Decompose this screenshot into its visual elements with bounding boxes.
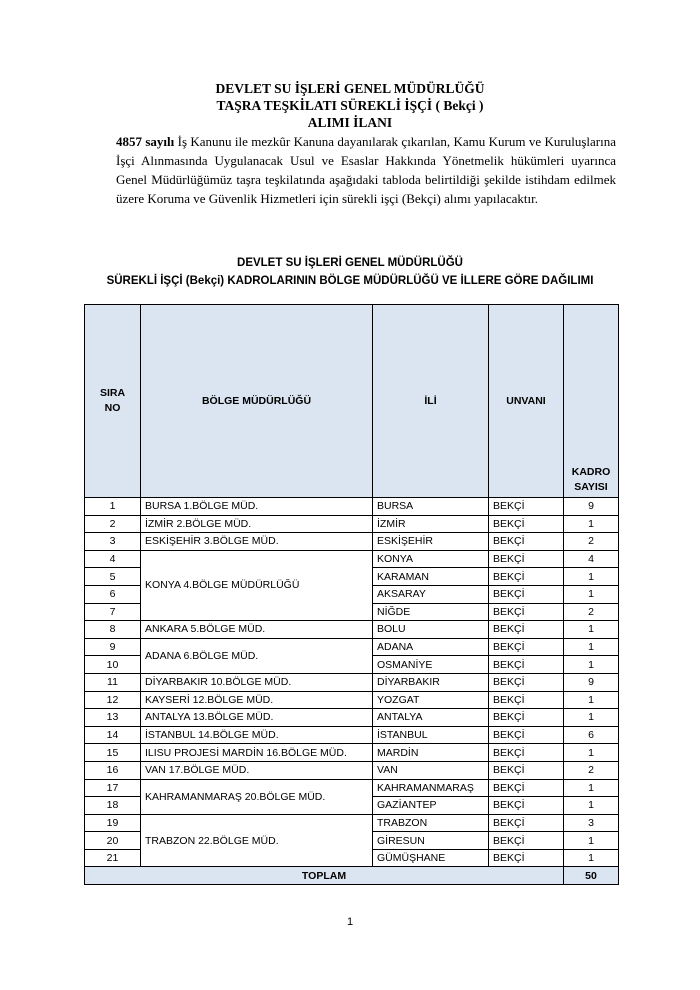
cell-no: 5 bbox=[85, 568, 141, 586]
cell-sayi: 1 bbox=[564, 779, 619, 797]
cell-unvan: BEKÇİ bbox=[489, 568, 564, 586]
cell-il: AKSARAY bbox=[373, 585, 489, 603]
table-row bbox=[85, 779, 619, 797]
total-value: 50 bbox=[564, 867, 619, 885]
cell-no: 6 bbox=[85, 585, 141, 603]
cell-no: 12 bbox=[85, 691, 141, 709]
cell-sayi: 2 bbox=[564, 533, 619, 551]
table-title-line-2: SÜREKLİ İŞÇİ (Bekçi) KADROLARININ BÖLGE MÜDÜRLÜĞÜ VE İLLERE GÖRE DAĞILIMI bbox=[106, 275, 594, 287]
cell-no: 18 bbox=[85, 797, 141, 815]
cell-unvan: BEKÇİ bbox=[489, 673, 564, 691]
cell-il: GİRESUN bbox=[373, 832, 489, 850]
cell-bolge: İSTANBUL 14.BÖLGE MÜD. bbox=[141, 726, 373, 744]
cell-unvan: BEKÇİ bbox=[489, 603, 564, 621]
cell-no: 10 bbox=[85, 656, 141, 674]
cell-sayi: 9 bbox=[564, 498, 619, 516]
cell-unvan: BEKÇİ bbox=[489, 832, 564, 850]
cell-sayi: 1 bbox=[564, 709, 619, 727]
cell-no: 1 bbox=[85, 498, 141, 516]
cell-no: 20 bbox=[85, 832, 141, 850]
table-title bbox=[0, 254, 700, 290]
table-title-line-1: DEVLET SU İŞLERİ GENEL MÜDÜRLÜĞÜ bbox=[237, 257, 463, 269]
cell-il: DİYARBAKIR bbox=[373, 673, 489, 691]
table-row bbox=[85, 691, 619, 709]
cell-unvan: BEKÇİ bbox=[489, 515, 564, 533]
cell-sayi: 2 bbox=[564, 603, 619, 621]
cell-no: 3 bbox=[85, 533, 141, 551]
cell-unvan: BEKÇİ bbox=[489, 656, 564, 674]
table-row bbox=[85, 673, 619, 691]
cell-il: BOLU bbox=[373, 621, 489, 639]
cell-unvan: BEKÇİ bbox=[489, 550, 564, 568]
cell-il: YOZGAT bbox=[373, 691, 489, 709]
cell-unvan: BEKÇİ bbox=[489, 761, 564, 779]
header-unvan: UNVANI bbox=[489, 305, 564, 498]
cell-il: GAZİANTEP bbox=[373, 797, 489, 815]
cell-sayi: 1 bbox=[564, 691, 619, 709]
cell-no: 19 bbox=[85, 814, 141, 832]
cell-sayi: 1 bbox=[564, 568, 619, 586]
cell-sayi: 1 bbox=[564, 515, 619, 533]
table-row bbox=[85, 533, 619, 551]
cell-bolge: KAYSERİ 12.BÖLGE MÜD. bbox=[141, 691, 373, 709]
header-line-3: ALIMI İLANI bbox=[307, 115, 393, 130]
cell-il: İZMİR bbox=[373, 515, 489, 533]
header-il: İLİ bbox=[373, 305, 489, 498]
table-row bbox=[85, 709, 619, 727]
table-row bbox=[85, 498, 619, 516]
table-row bbox=[85, 726, 619, 744]
cell-sayi: 9 bbox=[564, 673, 619, 691]
cell-no: 14 bbox=[85, 726, 141, 744]
cell-bolge: ESKİŞEHİR 3.BÖLGE MÜD. bbox=[141, 533, 373, 551]
cell-sayi: 4 bbox=[564, 550, 619, 568]
cell-il: MARDİN bbox=[373, 744, 489, 762]
cell-sayi: 1 bbox=[564, 585, 619, 603]
cell-bolge: DİYARBAKIR 10.BÖLGE MÜD. bbox=[141, 673, 373, 691]
cell-bolge: ADANA 6.BÖLGE MÜD. bbox=[141, 638, 373, 673]
cell-unvan: BEKÇİ bbox=[489, 849, 564, 867]
cell-no: 16 bbox=[85, 761, 141, 779]
cell-no: 2 bbox=[85, 515, 141, 533]
cell-unvan: BEKÇİ bbox=[489, 691, 564, 709]
cell-no: 15 bbox=[85, 744, 141, 762]
header-line-1: DEVLET SU İŞLERİ GENEL MÜDÜRLÜĞÜ bbox=[215, 81, 485, 96]
cell-bolge: ILISU PROJESİ MARDİN 16.BÖLGE MÜD. bbox=[141, 744, 373, 762]
cell-il: GÜMÜŞHANE bbox=[373, 849, 489, 867]
cell-il: İSTANBUL bbox=[373, 726, 489, 744]
table-row bbox=[85, 621, 619, 639]
cell-bolge: VAN 17.BÖLGE MÜD. bbox=[141, 761, 373, 779]
table-row bbox=[85, 761, 619, 779]
cell-il: KARAMAN bbox=[373, 568, 489, 586]
total-row bbox=[85, 867, 619, 885]
staff-distribution-table bbox=[84, 304, 619, 885]
table-row bbox=[85, 550, 619, 568]
cell-bolge: ANKARA 5.BÖLGE MÜD. bbox=[141, 621, 373, 639]
cell-bolge: KAHRAMANMARAŞ 20.BÖLGE MÜD. bbox=[141, 779, 373, 814]
cell-il: TRABZON bbox=[373, 814, 489, 832]
cell-sayi: 2 bbox=[564, 761, 619, 779]
page-number: 1 bbox=[346, 916, 354, 928]
table-row bbox=[85, 638, 619, 656]
cell-no: 4 bbox=[85, 550, 141, 568]
cell-sayi: 1 bbox=[564, 797, 619, 815]
cell-sayi: 3 bbox=[564, 814, 619, 832]
cell-il: OSMANİYE bbox=[373, 656, 489, 674]
cell-sayi: 1 bbox=[564, 621, 619, 639]
cell-unvan: BEKÇİ bbox=[489, 709, 564, 727]
cell-sayi: 6 bbox=[564, 726, 619, 744]
header-sira-no: SIRA NO bbox=[85, 305, 141, 498]
cell-il: KAHRAMANMARAŞ bbox=[373, 779, 489, 797]
total-label: TOPLAM bbox=[85, 867, 564, 885]
cell-unvan: BEKÇİ bbox=[489, 744, 564, 762]
header-bolge: BÖLGE MÜDÜRLÜĞÜ bbox=[141, 305, 373, 498]
cell-unvan: BEKÇİ bbox=[489, 498, 564, 516]
cell-no: 21 bbox=[85, 849, 141, 867]
cell-bolge: TRABZON 22.BÖLGE MÜD. bbox=[141, 814, 373, 867]
cell-bolge: BURSA 1.BÖLGE MÜD. bbox=[141, 498, 373, 516]
announcement-header bbox=[0, 80, 700, 131]
cell-unvan: BEKÇİ bbox=[489, 585, 564, 603]
cell-no: 7 bbox=[85, 603, 141, 621]
cell-il: KONYA bbox=[373, 550, 489, 568]
intro-paragraph bbox=[116, 132, 616, 208]
cell-unvan: BEKÇİ bbox=[489, 814, 564, 832]
intro-lead: 4857 sayılı bbox=[116, 134, 175, 149]
header-line-2: TAŞRA TEŞKİLATI SÜREKLİ İŞÇİ ( Bekçi ) bbox=[216, 98, 484, 113]
cell-unvan: BEKÇİ bbox=[489, 621, 564, 639]
cell-sayi: 1 bbox=[564, 849, 619, 867]
cell-unvan: BEKÇİ bbox=[489, 533, 564, 551]
cell-unvan: BEKÇİ bbox=[489, 638, 564, 656]
cell-no: 13 bbox=[85, 709, 141, 727]
table-row bbox=[85, 744, 619, 762]
table-header-row bbox=[85, 305, 619, 498]
cell-unvan: BEKÇİ bbox=[489, 726, 564, 744]
cell-no: 8 bbox=[85, 621, 141, 639]
cell-il: NİĞDE bbox=[373, 603, 489, 621]
cell-unvan: BEKÇİ bbox=[489, 779, 564, 797]
cell-sayi: 1 bbox=[564, 744, 619, 762]
cell-bolge: KONYA 4.BÖLGE MÜDÜRLÜĞÜ bbox=[141, 550, 373, 620]
cell-bolge: İZMİR 2.BÖLGE MÜD. bbox=[141, 515, 373, 533]
table-row bbox=[85, 814, 619, 832]
cell-il: BURSA bbox=[373, 498, 489, 516]
table-row bbox=[85, 515, 619, 533]
cell-no: 17 bbox=[85, 779, 141, 797]
intro-text: İş Kanunu ile mezkûr Kanuna dayanılarak çıkarılan, Kamu Kurum ve Kuruluşlarına İşçi Alınmasında Uygulanacak Usul ve Esaslar Hakkında Yönetmelik hükümleri uyarınca Genel Müdürlüğümüz taşra teşkilatında aşağıdaki tabloda belirtildiği şekilde istihdam edilmek üzere Koruma ve Güvenlik Hizmetleri için sürekli işçi (Bekçi) alımı yapılacaktır. bbox=[116, 134, 616, 206]
cell-unvan: BEKÇİ bbox=[489, 797, 564, 815]
cell-il: ESKİŞEHİR bbox=[373, 533, 489, 551]
cell-bolge: ANTALYA 13.BÖLGE MÜD. bbox=[141, 709, 373, 727]
cell-sayi: 1 bbox=[564, 832, 619, 850]
cell-il: ANTALYA bbox=[373, 709, 489, 727]
cell-sayi: 1 bbox=[564, 638, 619, 656]
cell-no: 9 bbox=[85, 638, 141, 656]
cell-il: VAN bbox=[373, 761, 489, 779]
header-kadro-sayisi: KADRO SAYISI bbox=[564, 305, 619, 498]
cell-il: ADANA bbox=[373, 638, 489, 656]
cell-no: 11 bbox=[85, 673, 141, 691]
cell-sayi: 1 bbox=[564, 656, 619, 674]
